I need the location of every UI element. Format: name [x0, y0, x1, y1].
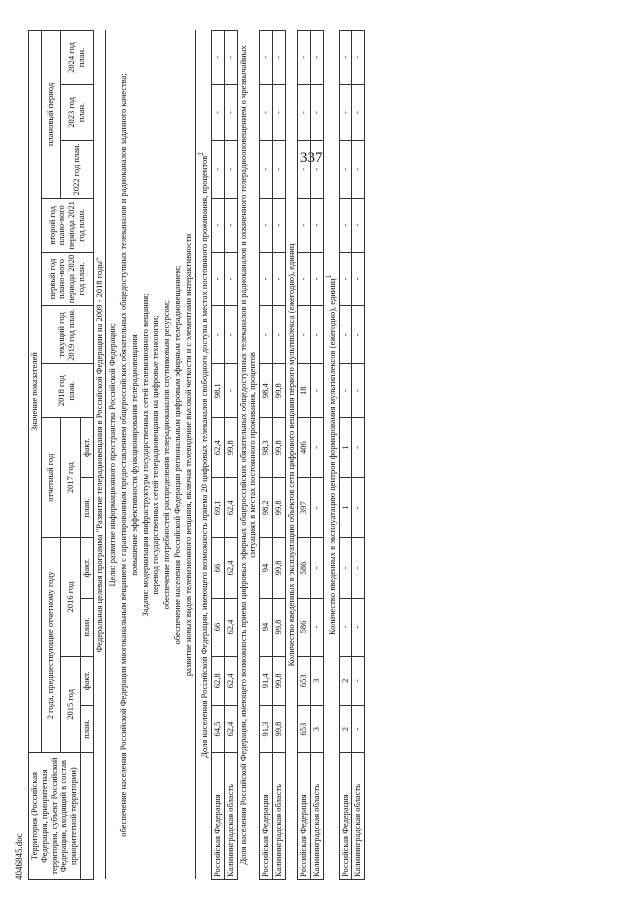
- header-territory-spacer: [80, 753, 93, 880]
- territory-cell: Российская Федерация: [212, 753, 225, 880]
- footnote-mark: 2: [197, 152, 206, 156]
- header-2015: 2015 год: [61, 656, 81, 753]
- value-cell: -: [352, 656, 365, 705]
- value-cell: -: [311, 538, 324, 598]
- value-cell: -: [224, 31, 237, 85]
- value-cell: 69,1: [212, 478, 225, 538]
- header-2023: 2023 год план.: [61, 85, 93, 141]
- value-cell: -: [339, 306, 352, 364]
- program-line: обеспечение населения Российской Федерации многоканальным вещанием с гарантированным предоставлением общероссийских обязательных общедоступных телеканалов и радиоканалов заданного качества;: [118, 73, 129, 837]
- value-cell: 91,4: [260, 656, 273, 705]
- value-cell: -: [352, 705, 365, 752]
- program-line: перевод государственных сетей телерадиовещания на цифровые технологии;: [150, 315, 161, 595]
- value-cell: -: [212, 306, 225, 364]
- value-cell: -: [212, 252, 225, 306]
- indicator-title: [237, 31, 260, 880]
- value-cell: 99,8: [272, 478, 285, 538]
- value-cell: 98,2: [260, 478, 273, 538]
- value-cell: -: [352, 198, 365, 252]
- value-cell: 62,4: [224, 656, 237, 705]
- value-cell: 62,4: [224, 478, 237, 538]
- table-row: [352, 31, 365, 880]
- value-cell: 94: [260, 598, 273, 656]
- value-cell: 99,8: [224, 418, 237, 478]
- header-2017-fact: факт.: [80, 418, 93, 478]
- value-cell: 62,4: [224, 598, 237, 656]
- indicator-title: [196, 31, 212, 880]
- table-row: [339, 31, 352, 880]
- value-cell: -: [212, 85, 225, 141]
- value-cell: -: [212, 31, 225, 85]
- value-cell: 98,4: [260, 364, 273, 418]
- value-cell: -: [352, 364, 365, 418]
- program-line: Задачи: модернизация инфраструктуры государственных сетей телевизионного вещания;: [139, 293, 150, 617]
- value-cell: -: [339, 252, 352, 306]
- value-cell: -: [339, 538, 352, 598]
- value-cell: 586: [298, 538, 311, 598]
- value-cell: 98,1: [212, 364, 225, 418]
- value-cell: 99,8: [272, 364, 285, 418]
- value-cell: 98,3: [260, 418, 273, 478]
- value-cell: -: [298, 198, 311, 252]
- value-cell: -: [212, 140, 225, 198]
- indicator-title: [285, 31, 298, 880]
- header-2018: 2018 год план.: [41, 364, 93, 418]
- territory-cell: Калининградская область: [311, 753, 324, 880]
- footnote-mark: 1: [324, 274, 333, 279]
- value-cell: 62,4: [212, 418, 225, 478]
- table-header: [29, 31, 94, 880]
- value-cell: -: [272, 31, 285, 85]
- value-cell: 62,4: [224, 538, 237, 598]
- header-second-year: второй год плано-вого периода 2021 год план.: [41, 198, 93, 252]
- value-cell: -: [339, 364, 352, 418]
- program-line: повышение эффективности функционирования телерадиовещания: [128, 334, 139, 576]
- value-cell: -: [298, 31, 311, 85]
- value-cell: 91,3: [260, 705, 273, 752]
- value-cell: 62,4: [224, 705, 237, 752]
- value-cell: -: [352, 252, 365, 306]
- value-cell: 62,8: [212, 656, 225, 705]
- territory-cell: Российская Федерация: [339, 753, 352, 880]
- value-cell: -: [260, 252, 273, 306]
- value-cell: -: [311, 478, 324, 538]
- value-cell: -: [352, 538, 365, 598]
- value-cell: -: [298, 85, 311, 141]
- value-cell: 66: [212, 538, 225, 598]
- value-cell: -: [311, 85, 324, 141]
- header-values-group: Значение показателей: [29, 31, 42, 753]
- value-cell: 99,8: [272, 538, 285, 598]
- value-cell: -: [224, 140, 237, 198]
- value-cell: 397: [298, 478, 311, 538]
- value-cell: -: [260, 198, 273, 252]
- value-cell: 18: [298, 364, 311, 418]
- value-cell: -: [352, 85, 365, 141]
- indicator-title-text: Доля населения Российской Федерации, имеющего возможность приема 20 цифровых телеканалов свободного доступа в местах постоянного проживания, процентов: [199, 155, 210, 758]
- header-2017: 2017 год: [61, 418, 81, 538]
- header-2015-plan: план.: [80, 705, 93, 752]
- program-goals: [106, 31, 196, 880]
- value-cell: 2: [339, 705, 352, 752]
- value-cell: 653: [298, 705, 311, 752]
- value-cell: 653: [298, 656, 311, 705]
- value-cell: 1: [339, 478, 352, 538]
- footer-code: 4046845.doc: [14, 833, 24, 880]
- value-cell: -: [272, 252, 285, 306]
- table-row: [298, 31, 311, 880]
- header-two-years-before: 2 года, предшествующие отчетному году: [41, 538, 61, 753]
- program-line: обеспечение потребностей распределения телерадиоканалов спутниковым ресурсом;: [161, 300, 172, 610]
- value-cell: -: [224, 198, 237, 252]
- table-row: [260, 31, 273, 880]
- header-2016: 2016 год: [61, 538, 81, 656]
- value-cell: 94: [260, 538, 273, 598]
- header-reporting-year: отчетный год: [41, 418, 61, 538]
- value-cell: -: [352, 598, 365, 656]
- table-row: [224, 31, 237, 880]
- territory-cell: Калининградская область: [352, 753, 365, 880]
- territory-cell: Российская Федерация: [260, 753, 273, 880]
- header-2015-fact: факт.: [80, 656, 93, 705]
- header-current-year: текущий год 2019 год план.: [41, 306, 93, 364]
- header-2024: 2024 год план.: [61, 31, 93, 85]
- value-cell: -: [311, 364, 324, 418]
- program-line: обеспечение населения Российской Федерации региональным цифровым эфирным телерадиовещанием;: [171, 265, 182, 645]
- value-cell: 406: [298, 418, 311, 478]
- value-cell: 64,5: [212, 705, 225, 752]
- territory-cell: Калининградская область: [224, 753, 237, 880]
- value-cell: -: [224, 306, 237, 364]
- header-2022: 2022 год план.: [61, 140, 93, 198]
- value-cell: -: [298, 306, 311, 364]
- header-first-year: первый год плано-вого периода 2020 год план.: [41, 252, 93, 306]
- value-cell: -: [311, 198, 324, 252]
- value-cell: -: [311, 140, 324, 198]
- value-cell: -: [352, 478, 365, 538]
- header-2016-plan: план.: [80, 598, 93, 656]
- territory-cell: Российская Федерация: [298, 753, 311, 880]
- value-cell: -: [224, 252, 237, 306]
- value-cell: -: [311, 598, 324, 656]
- value-cell: -: [352, 140, 365, 198]
- header-2016-fact: факт.: [80, 538, 93, 598]
- value-cell: -: [272, 198, 285, 252]
- header-2017-plan: план.: [80, 478, 93, 538]
- value-cell: -: [352, 31, 365, 85]
- value-cell: 586: [298, 598, 311, 656]
- value-cell: -: [224, 85, 237, 141]
- indicators-table: [28, 30, 365, 880]
- value-cell: 2: [339, 656, 352, 705]
- value-cell: 99,8: [272, 418, 285, 478]
- value-cell: -: [272, 306, 285, 364]
- value-cell: 99,8: [272, 705, 285, 752]
- value-cell: 99,8: [272, 598, 285, 656]
- value-cell: -: [260, 140, 273, 198]
- value-cell: -: [339, 598, 352, 656]
- value-cell: -: [260, 31, 273, 85]
- table-body: [93, 31, 365, 880]
- table-row: [272, 31, 285, 880]
- value-cell: -: [352, 306, 365, 364]
- rotated-page-content: [28, 30, 583, 880]
- page-number: 337: [300, 150, 323, 166]
- indicator-title-text: Доля населения Российской Федерации, имеющего возможность приема цифровых эфирных общероссийских обязательных общедоступных телеканалов и радиоканалов и охваченного телерадиооповещением о чрезвычайных ситуациях в местах постоянного проживания, процентов: [237, 45, 258, 865]
- value-cell: -: [311, 306, 324, 364]
- value-cell: -: [260, 85, 273, 141]
- value-cell: -: [339, 31, 352, 85]
- value-cell: -: [311, 31, 324, 85]
- table-row: [311, 31, 324, 880]
- territory-cell: Калининградская область: [272, 753, 285, 880]
- indicator-title: [323, 31, 339, 880]
- value-cell: -: [311, 252, 324, 306]
- program-line: развитие новых видов телевизионного вещания, включая телевидение высокой четкости и с элементами интерактивности: [182, 233, 193, 677]
- value-cell: 3: [311, 656, 324, 705]
- value-cell: -: [212, 198, 225, 252]
- value-cell: 66: [212, 598, 225, 656]
- value-cell: -: [352, 418, 365, 478]
- value-cell: 1: [339, 418, 352, 478]
- indicator-title-text: Количество введенных в эксплуатацию центров формирования мультиплексов (ежегодно), единиц: [326, 278, 337, 636]
- value-cell: -: [272, 85, 285, 141]
- indicator-title-text: Количество введенных в эксплуатацию объектов сети цифрового вещания первого мультиплекса (ежегодно), единиц: [285, 243, 296, 667]
- value-cell: 3: [311, 705, 324, 752]
- header-territory: Территория (Российская Федерация, приоритетная территория, субъект Российской Федерации, входящий в состав приоритетной территории): [29, 753, 81, 880]
- value-cell: -: [260, 306, 273, 364]
- table-row: [212, 31, 225, 880]
- program-title: Федеральная целевая программа "Развитие телерадиовещания в Российской Федерации на 2009 - 2018 годы": [93, 31, 106, 880]
- value-cell: -: [311, 418, 324, 478]
- value-cell: -: [339, 198, 352, 252]
- value-cell: -: [339, 85, 352, 141]
- value-cell: 99,8: [272, 656, 285, 705]
- value-cell: -: [298, 140, 311, 198]
- header-planning-period: плановый период: [41, 31, 61, 199]
- value-cell: -: [339, 140, 352, 198]
- value-cell: -: [224, 364, 237, 418]
- value-cell: -: [272, 140, 285, 198]
- program-line: Цели: развитие информационного пространства Российской Федерации;: [107, 323, 118, 587]
- value-cell: -: [298, 252, 311, 306]
